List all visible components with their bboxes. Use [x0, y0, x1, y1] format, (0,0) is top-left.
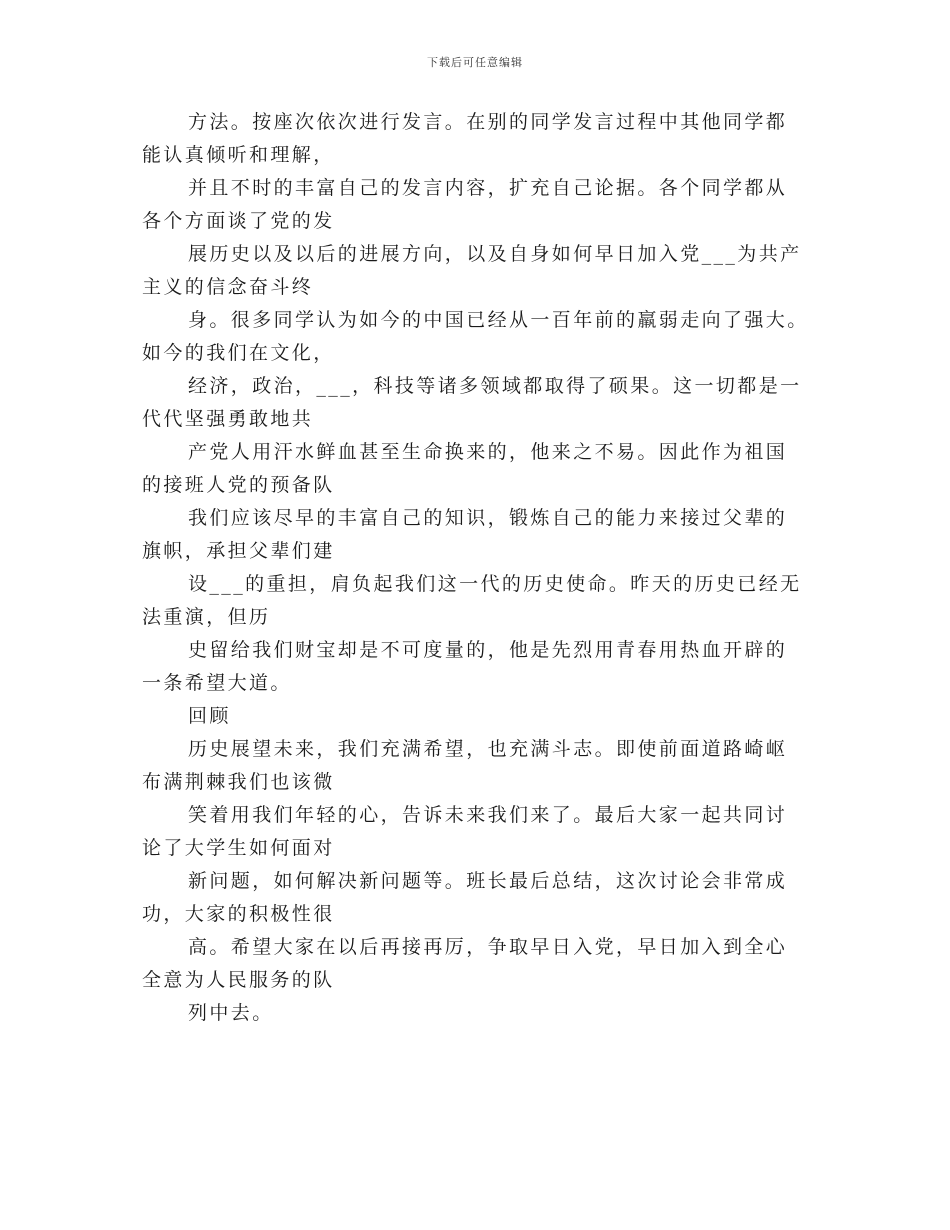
- paragraph-line: 回顾: [188, 705, 231, 727]
- paragraph-line: 笑着用我们年轻的心，告诉未来我们来了。最后大家一起共同讨: [188, 804, 788, 826]
- paragraph-line: 全意为人民服务的队: [142, 969, 335, 991]
- paragraph: [142, 799, 822, 865]
- paragraph: [142, 106, 822, 172]
- paragraph-line: 的接班人党的预备队: [142, 474, 335, 496]
- document-body: [142, 106, 822, 1030]
- paragraph-line: 我们应该尽早的丰富自己的知识，锻炼自己的能力来接过父辈的: [188, 507, 788, 529]
- paragraph-line: 能认真倾听和理解，: [142, 144, 335, 166]
- paragraph-line: 并且不时的丰富自己的发言内容，扩充自己论据。各个同学都从: [188, 177, 788, 199]
- paragraph: [142, 700, 822, 733]
- paragraph-line: 各个方面谈了党的发: [142, 210, 335, 232]
- paragraph-line: 列中去。: [188, 1002, 274, 1024]
- paragraph: [142, 304, 822, 370]
- paragraph: [142, 502, 822, 568]
- paragraph-line: 史留给我们财宝却是不可度量的，他是先烈用青春用热血开辟的: [188, 639, 788, 661]
- paragraph: [142, 931, 822, 997]
- paragraph-line: 代代坚强勇敢地共: [142, 408, 314, 430]
- paragraph: [142, 370, 822, 436]
- header-note: 下载后可任意编辑: [427, 56, 523, 69]
- paragraph: [142, 568, 822, 634]
- paragraph: [142, 172, 822, 238]
- paragraph-line: 法重演，但历: [142, 606, 271, 628]
- paragraph: [142, 634, 822, 700]
- paragraph-line: 论了大学生如何面对: [142, 837, 335, 859]
- paragraph-line: 一条希望大道。: [142, 672, 292, 694]
- paragraph-line: 旗帜，承担父辈们建: [142, 540, 335, 562]
- paragraph-line: 方法。按座次依次进行发言。在别的同学发言过程中其他同学都: [188, 111, 788, 133]
- paragraph: [142, 997, 822, 1030]
- paragraph: [142, 238, 822, 304]
- paragraph: [142, 865, 822, 931]
- paragraph-line: 布满荆棘我们也该微: [142, 771, 335, 793]
- paragraph-line: 新问题，如何解决新问题等。班长最后总结，这次讨论会非常成: [188, 870, 788, 892]
- paragraph-line: 身。很多同学认为如今的中国已经从一百年前的羸弱走向了强大。: [188, 309, 809, 331]
- paragraph: [142, 436, 822, 502]
- paragraph-line: 历史展望未来，我们充满希望，也充满斗志。即使前面道路崎岖: [188, 738, 788, 760]
- paragraph-line: 功，大家的积极性很: [142, 903, 335, 925]
- paragraph-line: 经济，政治，___，科技等诸多领域都取得了硕果。这一切都是一: [188, 375, 802, 397]
- paragraph-line: 产党人用汗水鲜血甚至生命换来的，他来之不易。因此作为祖国: [188, 441, 788, 463]
- paragraph-line: 高。希望大家在以后再接再厉，争取早日入党，早日加入到全心: [188, 936, 788, 958]
- paragraph-line: 设___的重担，肩负起我们这一代的历史使命。昨天的历史已经无: [188, 573, 802, 595]
- paragraph-line: 展历史以及以后的进展方向，以及自身如何早日加入党___为共产: [188, 243, 802, 265]
- paragraph-line: 如今的我们在文化，: [142, 342, 335, 364]
- paragraph: [142, 733, 822, 799]
- paragraph-line: 主义的信念奋斗终: [142, 276, 314, 298]
